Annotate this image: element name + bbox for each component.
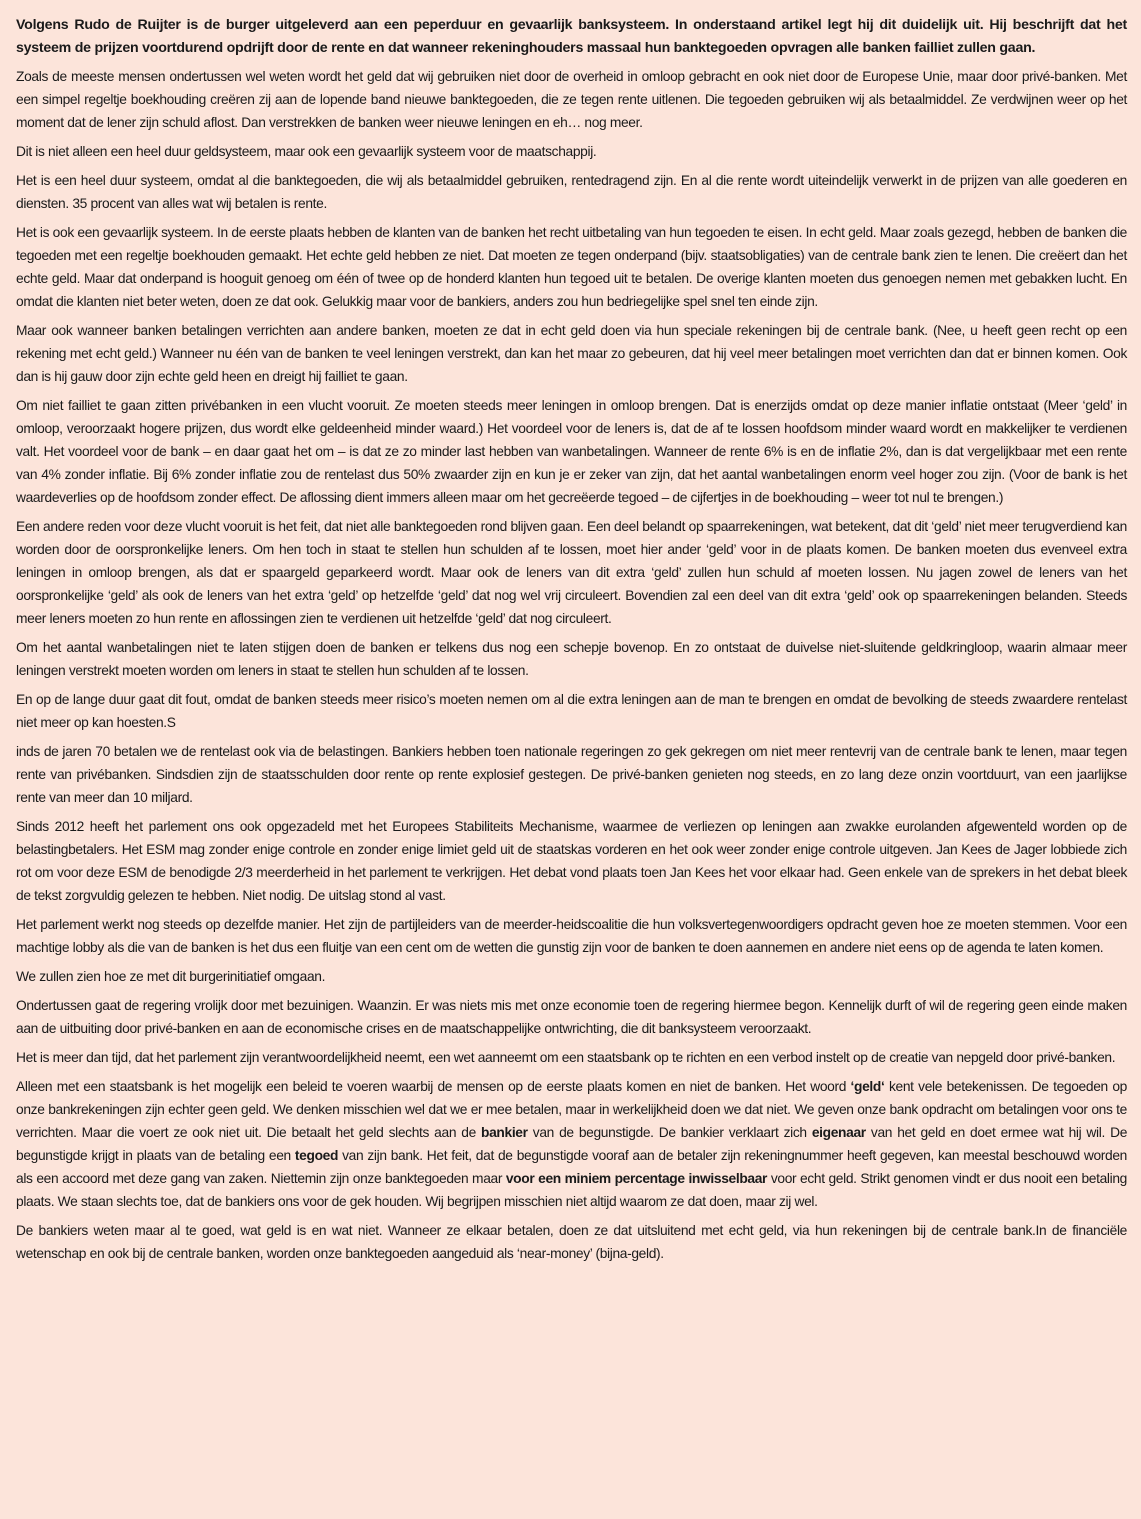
article-paragraph: Het is een heel duur systeem, omdat al die banktegoeden, die wij als betaalmiddel gebruiken, rentedragend zijn. En al die rente wordt uiteindelijk verwerkt in de prijzen van alle goederen en diensten. 35 procent van alles wat wij betalen is rente.	[16, 173, 1127, 211]
article-paragraph: En op de lange duur gaat dit fout, omdat de banken steeds meer risico’s moeten nemen om al die extra leningen aan de man te brengen en omdat de bevolking de steeds zwaardere rentelast niet meer op kan hoesten.S	[16, 692, 1127, 730]
article-paragraph: Dit is niet alleen een heel duur geldsysteem, maar ook een gevaarlijk systeem voor de maatschappij.	[16, 144, 597, 159]
bold-term-geld: ‘geld‘	[850, 1079, 885, 1094]
article-paragraph: Om niet failliet te gaan zitten privébanken in een vlucht vooruit. Ze moeten steeds meer leningen in omloop brengen. Dat is enerzijds omdat op deze manier inflatie ontstaat (Meer ‘geld’ in omloop, veroorzaakt hogere prijzen, dus wordt elke geldeenheid minder waard.) Het voordeel voor de leners is, dat de af te lossen hoofdsom minder waard wordt en makkelijker te verdienen valt. Het voordeel voor de bank – en daar gaat het om – is dat ze zo minder last hebben van wanbetalingen. Wanneer de rente 6% is en de inflatie 2%, dan is dat vergelijkbaar met een rente van 4% zonder inflatie. Bij 6% zonder inflatie zou de rentelast dus 50% zwaarder zijn en kun je er zeker van zijn, dat het aantal wanbetalingen enorm veel hoger zou zijn. (Voor de bank is het waardeverlies op de hoofdsom zonder effect. De aflossing dient immers alleen maar om het gecreëerde tegoed – de cijfertjes in de boekhouding – weer tot nul te brengen.)	[16, 398, 1127, 505]
rich-text-segment: voor echt geld. Strikt genomen vindt er dus nooit een betaling plaats. We staan slechts toe, dat de bankiers ons voor de gek houden. Wij begrijpen misschien niet altijd waarom ze dat doen, maar zij wel.	[16, 1171, 1127, 1209]
article-paragraph: We zullen zien hoe ze met dit burgerinitiatief omgaan.	[16, 969, 326, 984]
article-paragraph: Het is meer dan tijd, dat het parlement zijn verantwoordelijkheid neemt, een wet aanneemt om een staatsbank op te richten en een verbod instelt op de creatie van nepgeld door privé-banken.	[16, 1050, 1116, 1065]
bold-term-percentage: voor een miniem percentage inwisselbaar	[505, 1171, 768, 1186]
bold-term-tegoed: tegoed	[294, 1148, 339, 1163]
article-intro: Volgens Rudo de Ruijter is de burger uitgeleverd aan een peperduur en gevaarlijk banksysteem. In onderstaand artikel legt hij dit duidelijk uit. Hij beschrijft dat het systeem de prijzen voortdurend opdrijft door de rente en dat wanneer rekeninghouders massaal hun banktegoeden opvragen alle banken failliet zullen gaan.	[16, 17, 1127, 56]
article-last-paragraph: De bankiers weten maar al te goed, wat geld is en wat niet. Wanneer ze elkaar betalen, doen ze dat uitsluitend met echt geld, via hun rekeningen bij de centrale bank.In de financiële wetenschap en ook bij de centrale banken, worden onze banktegoeden aangeduid als ‘near-money’ (bijna-geld).	[16, 1223, 1127, 1261]
article-paragraph: Sinds 2012 heeft het parlement ons ook opgezadeld met het Europees Stabiliteits Mechanisme, waarmee de verliezen op leningen aan zwakke eurolanden afgewenteld worden op de belastingbetalers. Het ESM mag zonder enige controle en zonder enige limiet geld uit de staatskas vorderen en het ook weer zonder enige controle uitgeven. Jan Kees de Jager lobbiede zich rot om voor deze ESM de benodigde 2/3 meerderheid in het parlement te verkrijgen. Het debat vond plaats toen Jan Kees het voor elkaar had. Geen enkele van de sprekers in het debat bleek de tekst zorgvuldig gelezen te hebben. Niet nodig. De uitslag stond al vast.	[16, 819, 1127, 903]
bold-term-eigenaar: eigenaar	[811, 1125, 866, 1140]
rich-text-segment: Alleen met een staatsbank is het mogelijk een beleid te voeren waarbij de mensen op de eerste plaats komen en niet de banken. Het woord	[16, 1079, 851, 1094]
rich-text-segment: van zijn bank. Het feit, dat de begunstigde vooraf aan de betaler zijn rekeningnummer heeft gegeven, kan meestal beschouwd worden als een accoord met deze gang van zaken. Niettemin zijn onze banktegoeden maar	[16, 1148, 1127, 1186]
article-paragraph: Zoals de meeste mensen ondertussen wel weten wordt het geld dat wij gebruiken niet door de overheid in omloop gebracht en ook niet door de Europese Unie, maar door privé-banken. Met een simpel regeltje boekhouding creëren zij aan de lopende band nieuwe banktegoeden, die ze tegen rente uitlenen. Die tegoeden gebruiken wij als betaalmiddel. Ze verdwijnen weer op het moment dat de lener zijn schuld aflost. Dan verstrekken de banken weer nieuwe leningen en eh… nog meer.	[16, 69, 1127, 130]
article-paragraph-rich	[16, 1075, 1127, 1213]
rich-text-segment: van het geld en doet ermee wat hij wil. De begunstigde krijgt in plaats van de betaling een	[16, 1125, 1128, 1163]
article-paragraph: Maar ook wanneer banken betalingen verrichten aan andere banken, moeten ze dat in echt geld doen via hun speciale rekeningen bij de centrale bank. (Nee, u heeft geen recht op een rekening met echt geld.) Wanneer nu één van de banken te veel leningen verstrekt, dan kan het maar zo gebeuren, dat hij veel meer betalingen moet verrichten dan dat er binnen komen. Ook dan is hij gauw door zijn echte geld heen en dreigt hij failliet te gaan.	[16, 323, 1127, 384]
bold-term-bankier: bankier	[481, 1125, 528, 1140]
rich-text-segment: van de begunstigde. De bankier verklaart zich	[527, 1125, 812, 1140]
article-paragraph: Ondertussen gaat de regering vrolijk door met bezuinigen. Waanzin. Er was niets mis met onze economie toen de regering hiermee begon. Kennelijk durft of wil de regering geen einde maken aan de uitbuiting door privé-banken en aan de economische crises en de maatschappelijke ontwrichting, die dit banksysteem veroorzaakt.	[16, 998, 1127, 1036]
article-paragraph: Het parlement werkt nog steeds op dezelfde manier. Het zijn de partijleiders van de meerder-heidscoalitie die hun volksvertegenwoordigers opdracht geven hoe ze moeten stemmen. Voor een machtige lobby als die van de banken is het dus een fluitje van een cent om de wetten die gunstig zijn voor de banken te doen aannemen en andere niet eens op de agenda te laten komen.	[16, 917, 1127, 955]
article-paragraph: Het is ook een gevaarlijk systeem. In de eerste plaats hebben de klanten van de banken het recht uitbetaling van hun tegoeden te eisen. In echt geld. Maar zoals gezegd, hebben de banken die tegoeden met een regeltje boekhouden gemaakt. Het echte geld hebben ze niet. Dat moeten ze tegen onderpand (bijv. staatsobligaties) van de centrale bank zien te lenen. Die creëert dan het echte geld. Maar dat onderpand is hooguit genoeg om één of twee op de honderd klanten hun tegoed uit te betalen. De overige klanten moeten dus genoegen nemen met gebakken lucht. En omdat die klanten niet beter weten, doen ze dat ook. Gelukkig maar voor de bankiers, anders zou hun bedriegelijke spel snel ten einde zijn.	[16, 225, 1127, 309]
article-paragraph: Om het aantal wanbetalingen niet te laten stijgen doen de banken er telkens dus nog een schepje bovenop. En zo ontstaat de duivelse niet-sluitende geldkringloop, waarin almaar meer leningen verstrekt moeten worden om leners in staat te stellen hun schulden af te lossen.	[16, 640, 1127, 678]
article-paragraph: inds de jaren 70 betalen we de rentelast ook via de belastingen. Bankiers hebben toen nationale regeringen zo gek gekregen om niet meer rentevrij van de centrale bank te lenen, maar tegen rente van privébanken. Sindsdien zijn de staatsschulden door rente op rente explosief gestegen. De privé-banken genieten nog steeds, en zo lang deze onzin voortduurt, van een jaarlijkse rente van meer dan 10 miljard.	[16, 744, 1127, 805]
article-paragraph: Een andere reden voor deze vlucht vooruit is het feit, dat niet alle banktegoeden rond blijven gaan. Een deel belandt op spaarrekeningen, wat betekent, dat dit ‘geld’ niet meer terugverdiend kan worden door de oorspronkelijke leners. Om hen toch in staat te stellen hun schulden af te lossen, moet hier ander ‘geld’ voor in de plaats komen. De banken moeten dus evenveel extra leningen in omloop brengen, als dat er spaargeld geparkeerd wordt. Maar ook de leners van dit extra ‘geld’ zullen hun schuld af moeten lossen. Nu jagen zowel de leners van het oorspronkelijke ‘geld’ als ook de leners van het extra ‘geld’ op hetzelfde ‘geld’ dat nog wel vrij circuleert. Bovendien zal een deel van dit extra ‘geld’ ook op spaarrekeningen belanden. Steeds meer leners moeten zo hun rente en aflossingen zien te verdienen uit hetzelfde ‘geld’ dat nog circuleert.	[16, 519, 1127, 626]
rich-text-segment: kent vele betekenissen. De tegoeden op onze bankrekeningen zijn echter geen geld. We denken misschien wel dat we er mee betalen, maar in werkelijkheid doen we dat niet. We geven onze bank opdracht om betalingen voor ons te verrichten. Maar die voert ze ook niet uit. Die betaalt het geld slechts aan de	[16, 1079, 1127, 1140]
